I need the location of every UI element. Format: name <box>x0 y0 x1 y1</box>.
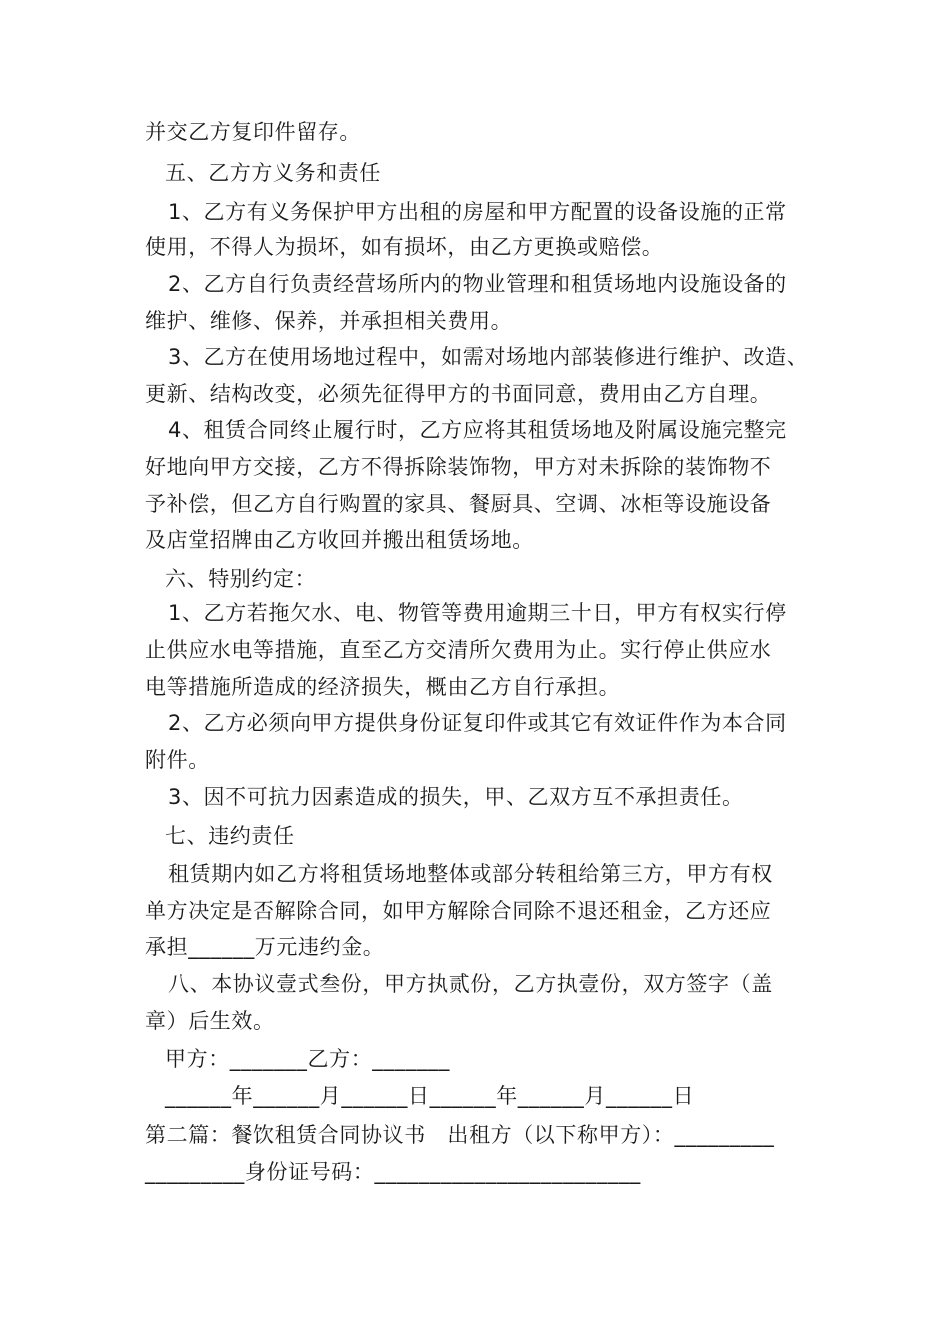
section-heading: 七、违约责任 <box>165 824 295 848</box>
signature-line: 甲方：_______乙方：_______ <box>165 1047 450 1071</box>
text-line: _________身份证号码：________________________ <box>145 1160 641 1184</box>
text-line: 2、乙方必须向甲方提供身份证复印件或其它有效证件作为本合同 <box>168 711 787 735</box>
text-line: 3、乙方在使用场地过程中，如需对场地内部装修进行维护、改造、 <box>168 345 809 369</box>
text-line: 第二篇：餐饮租赁合同协议书 出租方（以下称甲方）：_________ <box>145 1123 775 1147</box>
text-line: 使用，不得人为损坏，如有损坏，由乙方更换或赔偿。 <box>145 235 664 259</box>
section-heading: 五、乙方方义务和责任 <box>165 161 381 185</box>
text-line: 止供应水电等措施，直至乙方交清所欠费用为止。实行停止供应水 <box>145 638 772 662</box>
text-line: 予补偿，但乙方自行购置的家具、餐厨具、空调、冰柜等设施设备 <box>145 492 772 516</box>
text-line: 并交乙方复印件留存。 <box>145 120 361 144</box>
text-line: 租赁期内如乙方将租赁场地整体或部分转租给第三方，甲方有权 <box>168 862 773 886</box>
text-line: 2、乙方自行负责经营场所内的物业管理和租赁场地内设施设备的 <box>168 272 787 296</box>
text-line: 及店堂招牌由乙方收回并搬出租赁场地。 <box>145 528 534 552</box>
text-line: 1、乙方若拖欠水、电、物管等费用逾期三十日，甲方有权实行停 <box>168 601 787 625</box>
text-line: 4、租赁合同终止履行时，乙方应将其租赁场地及附属设施完整完 <box>168 418 787 442</box>
date-line: ______年______月______日______年______月______日 <box>165 1084 695 1108</box>
text-line: 单方决定是否解除合同，如甲方解除合同除不退还租金，乙方还应 <box>145 899 772 923</box>
text-line: 好地向甲方交接，乙方不得拆除装饰物，甲方对未拆除的装饰物不 <box>145 455 772 479</box>
text-line: 3、因不可抗力因素造成的损失，甲、乙双方互不承担责任。 <box>168 785 744 809</box>
text-line: 章）后生效。 <box>145 1009 275 1033</box>
text-line: 电等措施所造成的经济损失，概由乙方自行承担。 <box>145 675 621 699</box>
text-line: 附件。 <box>145 748 210 772</box>
text-line: 八、本协议壹式叁份，甲方执贰份，乙方执壹份，双方签字（盖 <box>168 972 773 996</box>
section-heading: 六、特别约定： <box>165 567 317 591</box>
text-line: 承担______万元违约金。 <box>145 935 385 959</box>
text-line: 1、乙方有义务保护甲方出租的房屋和甲方配置的设备设施的正常 <box>168 200 787 224</box>
text-line: 更新、结构改变，必须先征得甲方的书面同意，费用由乙方自理。 <box>145 382 772 406</box>
text-line: 维护、维修、保养，并承担相关费用。 <box>145 309 513 333</box>
